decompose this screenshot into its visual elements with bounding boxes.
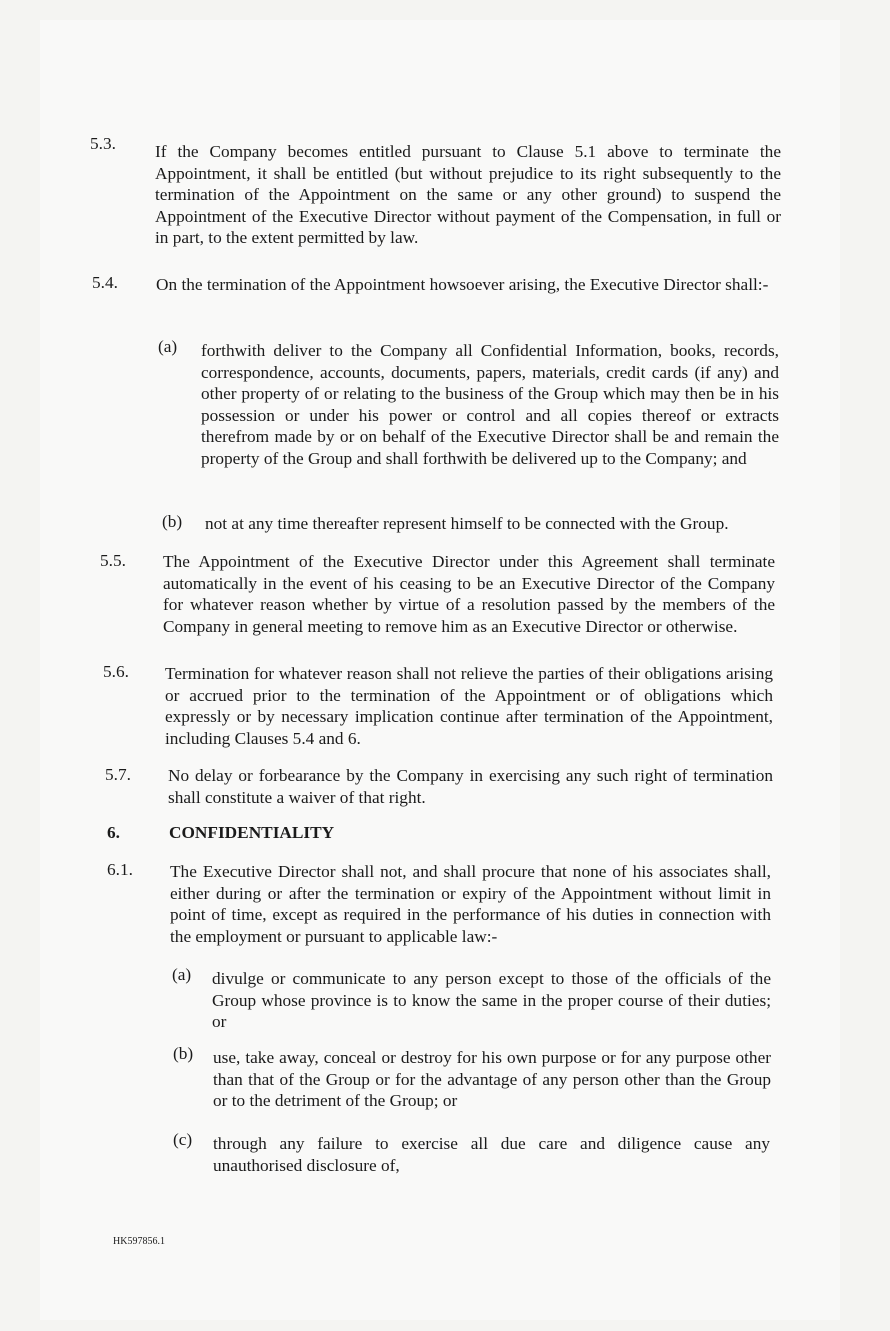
clause-number: 5.6.: [103, 662, 129, 681]
item-label: (b): [173, 1044, 194, 1063]
clause-6-1-b: use, take away, conceal or destroy for his own purpose or for any purpose other than that of the Group or for the advantage of any person other than the Group or to the detriment of the Group; or: [213, 1048, 771, 1111]
clause-5-5: The Appointment of the Executive Director under this Agreement shall terminate automatically in the event of his ceasing to be an Executive Director of the Company for whatever reason whether by virtue of a resolution passed by the members of the Company in general meeting to remove him as an Executive Director or otherwise.: [163, 552, 775, 636]
clause-5-4-a: forthwith deliver to the Company all Confidential Information, books, records, correspondence, accounts, documents, papers, materials, credit cards (if any) and other property of or relating to the business of the Group which may then be in his possession or under his power or control and all copies thereof or extracts therefrom made by or on behalf of the Executive Director shall be and remain the property of the Group and shall forthwith be delivered up to the Company; and: [201, 341, 779, 468]
clause-5-6: Termination for whatever reason shall not relieve the parties of their obligations arising or accrued prior to the termination of the Appointment or of obligations which expressly or by necessary implication continue after termination of the Appointment, including Clauses 5.4 and 6.: [165, 664, 773, 748]
section-number: 6.: [107, 823, 120, 842]
clause-5-4-b: not at any time thereafter represent himself to be connected with the Group.: [205, 514, 729, 533]
clause-5-3: If the Company becomes entitled pursuant to Clause 5.1 above to terminate the Appointment, it shall be entitled (but without prejudice to its right subsequently to the termination of the Appointment on the same or any other ground) to suspend the Appointment of the Executive Director without payment of the Compensation, in full or in part, to the extent permitted by law.: [155, 142, 781, 248]
item-label: (a): [172, 965, 192, 984]
clause-number: 5.3.: [90, 134, 116, 153]
clause-6-1-c: through any failure to exercise all due care and diligence cause any unauthorised disclosure of,: [213, 1134, 770, 1175]
item-label: (c): [173, 1130, 193, 1149]
document-reference: HK597856.1: [113, 1236, 165, 1247]
item-label: (a): [158, 337, 178, 356]
clause-6-1-a: divulge or communicate to any person except to those of the officials of the Group whose province is to know the same in the proper course of their duties; or: [212, 969, 771, 1032]
clause-number: 5.7.: [105, 765, 131, 784]
item-label: (b): [162, 512, 183, 531]
clause-5-4: On the termination of the Appointment howsoever arising, the Executive Director shall:-: [156, 275, 769, 294]
clause-number: 5.5.: [100, 551, 126, 570]
clause-number: 5.4.: [92, 273, 118, 292]
clause-6-1: The Executive Director shall not, and shall procure that none of his associates shall, either during or after the termination or expiry of the Appointment without limit in point of time, except as required in the performance of his duties in connection with the employment or pursuant to applicable law:-: [170, 862, 771, 946]
clause-number: 6.1.: [107, 860, 133, 879]
clause-5-7: No delay or forbearance by the Company in exercising any such right of termination shall constitute a waiver of that right.: [168, 766, 773, 807]
section-heading: CONFIDENTIALITY: [169, 823, 335, 842]
